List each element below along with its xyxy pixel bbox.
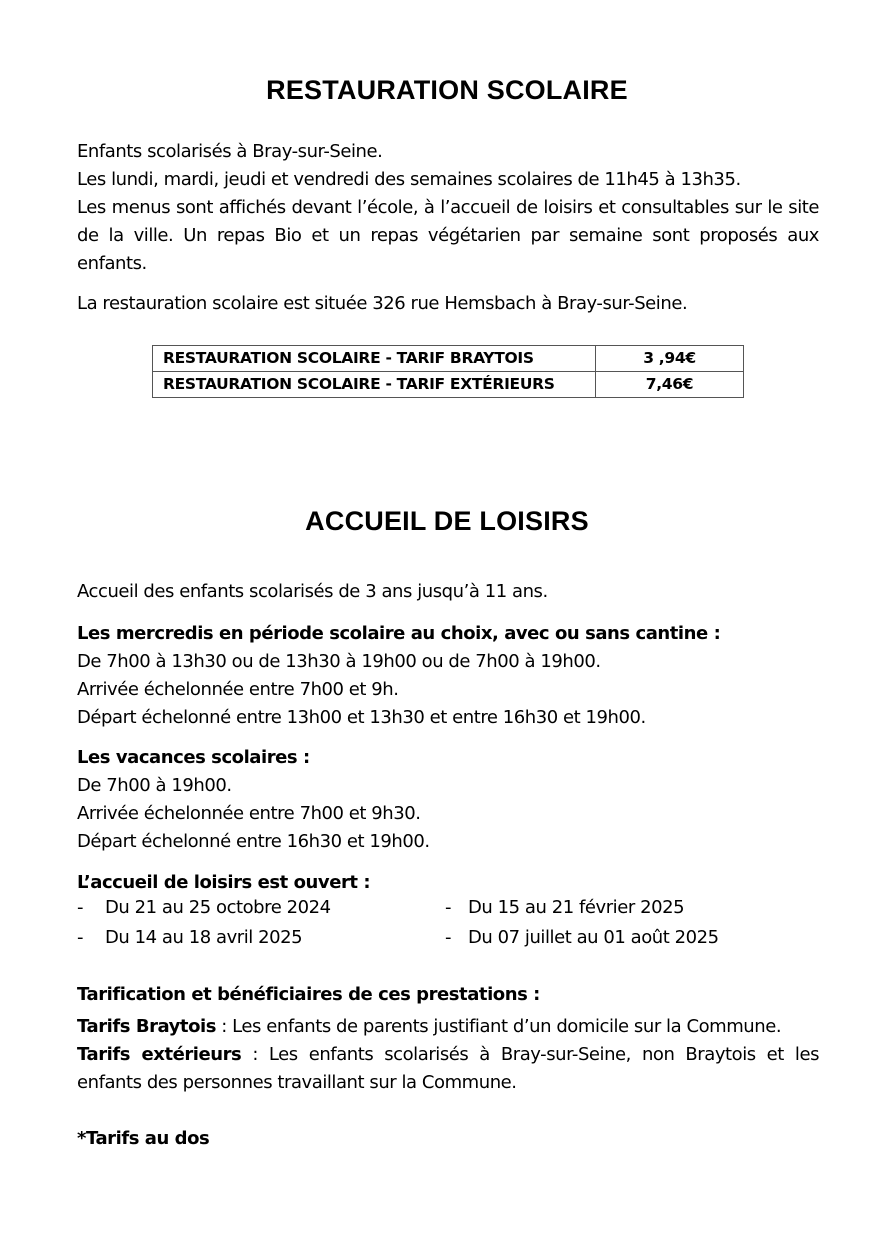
bullet-dash: - (77, 897, 84, 918)
tarif-price: 3 ,94€ (596, 346, 744, 372)
tarifs-braytois-label: Tarifs Braytois (77, 1016, 216, 1037)
mercredis-line: Arrivée échelonnée entre 7h00 et 9h. (77, 679, 399, 700)
accueil-intro: Accueil des enfants scolarisés de 3 ans jusqu’à 11 ans. (77, 581, 548, 602)
restauration-line-horaires: Les lundi, mardi, jeudi et vendredi des semaines scolaires de 11h45 à 13h35. (77, 169, 741, 190)
restauration-intro (77, 138, 819, 194)
tarifs-exterieurs (77, 1041, 819, 1097)
tarif-label: RESTAURATION SCOLAIRE - TARIF BRAYTOIS (153, 346, 596, 372)
table-row (153, 372, 744, 398)
mercredis-block (77, 620, 819, 732)
restauration-menus-text: Les menus sont affichés devant l’école, à l’accueil de loisirs et consultables sur le site de la ville. Un repas Bio et un repas végétarien par semaine sont proposés aux enfants. (77, 197, 819, 274)
tarifs-table (152, 345, 744, 398)
list-item (77, 897, 331, 918)
ouverture-heading (77, 869, 819, 897)
ouverture-periods (77, 897, 819, 957)
accueil-title: ACCUEIL DE LOISIRS (305, 506, 589, 536)
vacances-heading: Les vacances scolaires : (77, 747, 310, 768)
period-row (77, 927, 819, 957)
tarification-heading-text: Tarification et bénéficiaires de ces prestations : (77, 984, 540, 1005)
table-row (153, 346, 744, 372)
list-item (445, 897, 684, 918)
period-text: Du 14 au 18 avril 2025 (105, 927, 303, 948)
mercredis-line: Départ échelonné entre 13h00 et 13h30 et entre 16h30 et 19h00. (77, 707, 646, 728)
vacances-line: Arrivée échelonnée entre 7h00 et 9h30. (77, 803, 421, 824)
list-item (445, 927, 719, 948)
list-item (77, 927, 302, 948)
vacances-line: Départ échelonné entre 16h30 et 19h00. (77, 831, 430, 852)
bullet-dash: - (77, 927, 84, 948)
ouverture-heading-text: L’accueil de loisirs est ouvert : (77, 872, 371, 893)
tarifs-note: *Tarifs au dos (77, 1128, 210, 1149)
bullet-dash: - (445, 897, 452, 918)
tarifs-braytois (77, 1013, 819, 1041)
vacances-block (77, 744, 819, 856)
vacances-line: De 7h00 à 19h00. (77, 775, 232, 796)
period-text: Du 21 au 25 octobre 2024 (105, 897, 331, 918)
restauration-line-enfants: Enfants scolarisés à Bray-sur-Seine. (77, 141, 383, 162)
period-text: Du 15 au 21 février 2025 (468, 897, 685, 918)
tarifs-exterieurs-label: Tarifs extérieurs (77, 1044, 242, 1065)
restauration-address-text: La restauration scolaire est située 326 rue Hemsbach à Bray-sur-Seine. (77, 293, 688, 314)
mercredis-heading: Les mercredis en période scolaire au choix, avec ou sans cantine : (77, 623, 721, 644)
tarification-heading (77, 981, 819, 1009)
period-text: Du 07 juillet au 01 août 2025 (468, 927, 719, 948)
period-row (77, 897, 819, 927)
bullet-dash: - (445, 927, 452, 948)
tarif-price: 7,46€ (596, 372, 744, 398)
tarifs-braytois-text: : Les enfants de parents justifiant d’un domicile sur la Commune. (216, 1016, 782, 1037)
tarif-label: RESTAURATION SCOLAIRE - TARIF EXTÉRIEURS (153, 372, 596, 398)
restauration-title: RESTAURATION SCOLAIRE (266, 75, 628, 105)
mercredis-line: De 7h00 à 13h30 ou de 13h30 à 19h00 ou de 7h00 à 19h00. (77, 651, 601, 672)
tarifs-exterieurs-text: : Les enfants scolarisés à Bray-sur-Seine, non Braytois et les enfants des personnes travaillant sur la Commune. (77, 1044, 819, 1093)
